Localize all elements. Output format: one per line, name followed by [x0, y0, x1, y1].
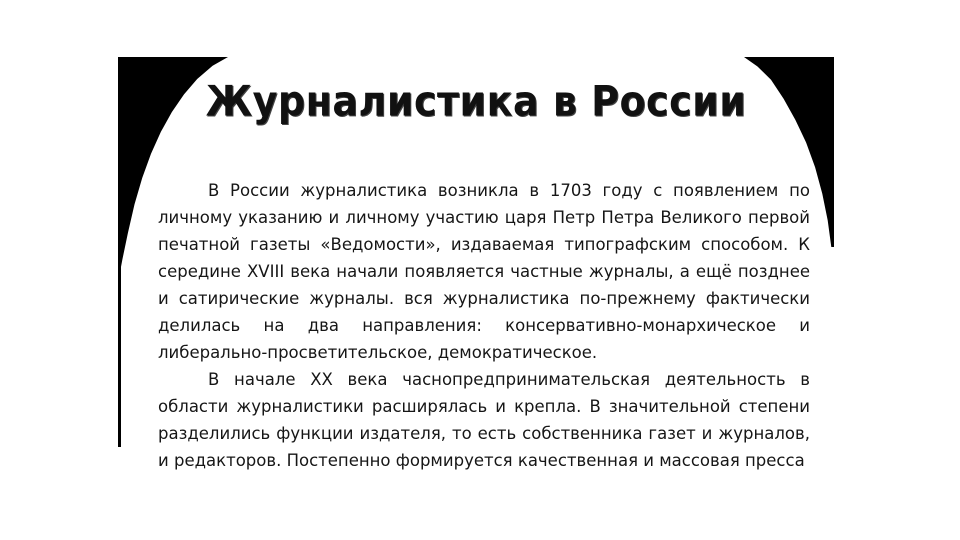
paragraph-2: В начале XX века часнопредпринимательская деятельность в области журналистики расширялась и крепла. В значительной степени разделились функции издателя, то есть собственника газет и журналов, и редакторов. Постепенно формируется качественная и массовая пресса	[158, 370, 810, 470]
body-text	[158, 177, 810, 474]
page-title: Журналистика в России	[205, 76, 747, 126]
scanned-page-image	[118, 57, 834, 470]
paragraph-1: В России журналистика возникла в 1703 году с появлением по личному указанию и личному участию царя Петр Петра Великого первой печатной газеты «Ведомости», издаваемая типографским способом. К середине XVIII века начали появляется частные журналы, а ещё позднее и сатирические журналы. вся журналистика по-прежнему фактически делилась на два направления: консервативно-монархическое и либерально-просветительское, демократическое.	[158, 181, 810, 362]
